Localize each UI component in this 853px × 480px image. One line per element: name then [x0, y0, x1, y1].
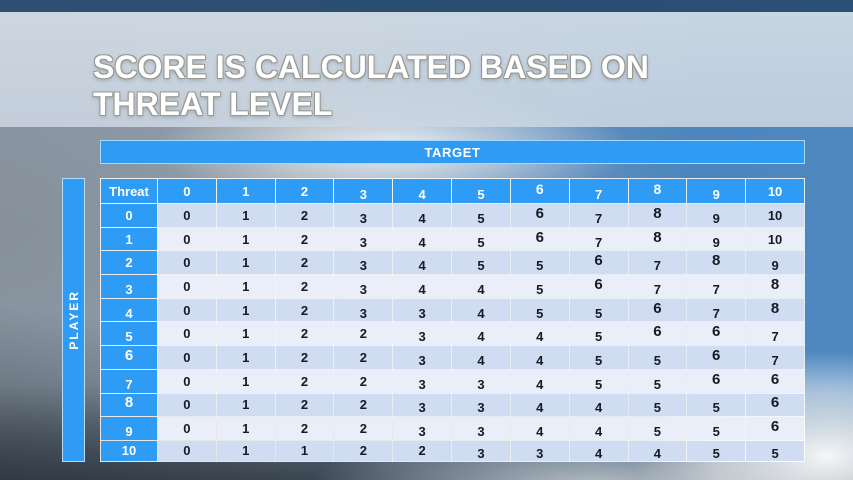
table-row: [101, 440, 805, 461]
score-cell: 7: [628, 251, 687, 275]
table-row: [101, 204, 805, 228]
score-cell: 6: [687, 369, 746, 393]
score-cell: 7: [628, 275, 687, 299]
score-cell: 4: [393, 204, 452, 228]
score-cell: 4: [510, 346, 569, 370]
score-cell: 2: [275, 417, 334, 441]
score-cell: 5: [687, 417, 746, 441]
threat-row-label: 7: [101, 369, 158, 393]
threat-row-label: 1: [101, 227, 158, 251]
score-cell: 3: [393, 322, 452, 346]
target-column-header: 5: [452, 179, 511, 204]
score-cell: 1: [216, 298, 275, 322]
score-cell: 3: [393, 393, 452, 417]
score-cell: 3: [452, 440, 511, 461]
score-cell: 4: [569, 393, 628, 417]
threat-corner-header: Threat: [101, 179, 158, 204]
score-cell: 5: [569, 369, 628, 393]
score-cell: 3: [393, 298, 452, 322]
table-row: [101, 298, 805, 322]
table-row: [101, 369, 805, 393]
player-axis-label: PLAYER: [66, 290, 81, 350]
target-axis-bar: [100, 140, 805, 164]
score-cell: 1: [216, 251, 275, 275]
score-cell: 5: [628, 346, 687, 370]
threat-row-label: 8: [101, 393, 158, 417]
score-cell: 4: [452, 346, 511, 370]
score-cell: 0: [158, 440, 217, 461]
page-title: [93, 49, 793, 123]
score-cell: 6: [687, 346, 746, 370]
score-cell: 5: [687, 440, 746, 461]
score-cell: 1: [275, 440, 334, 461]
score-cell: 10: [746, 227, 805, 251]
score-cell: 5: [452, 204, 511, 228]
score-cell: 1: [216, 417, 275, 441]
score-cell: 6: [569, 251, 628, 275]
threat-row-label: 2: [101, 251, 158, 275]
score-cell: 5: [628, 393, 687, 417]
score-cell: 6: [628, 298, 687, 322]
score-cell: 5: [569, 346, 628, 370]
score-cell: 6: [510, 204, 569, 228]
score-cell: 4: [452, 275, 511, 299]
score-cell: 2: [334, 322, 393, 346]
score-cell: 2: [334, 369, 393, 393]
score-cell: 2: [275, 346, 334, 370]
score-cell: 6: [746, 417, 805, 441]
score-cell: 6: [687, 322, 746, 346]
score-cell: 0: [158, 204, 217, 228]
score-cell: 2: [393, 440, 452, 461]
score-cell: 2: [275, 369, 334, 393]
score-cell: 5: [510, 251, 569, 275]
threat-row-label: 9: [101, 417, 158, 441]
score-cell: 0: [158, 393, 217, 417]
score-cell: 5: [628, 369, 687, 393]
score-cell: 5: [510, 275, 569, 299]
score-cell: 4: [510, 369, 569, 393]
score-cell: 3: [334, 251, 393, 275]
score-cell: 4: [452, 298, 511, 322]
table-row: [101, 346, 805, 370]
score-cell: 8: [628, 204, 687, 228]
page-title-line2: THREAT LEVEL: [93, 86, 333, 123]
threat-row-label: 6: [101, 346, 158, 370]
score-cell: 4: [510, 417, 569, 441]
score-cell: 3: [452, 369, 511, 393]
score-cell: 4: [569, 440, 628, 461]
score-cell: 4: [510, 393, 569, 417]
score-cell: 2: [275, 298, 334, 322]
threat-row-label: 0: [101, 204, 158, 228]
target-column-header: 0: [158, 179, 217, 204]
score-cell: 0: [158, 298, 217, 322]
score-cell: 2: [334, 440, 393, 461]
score-cell: 3: [334, 227, 393, 251]
score-cell: 4: [569, 417, 628, 441]
score-cell: 8: [746, 275, 805, 299]
score-cell: 3: [510, 440, 569, 461]
threat-row-label: 5: [101, 322, 158, 346]
score-cell: 3: [334, 298, 393, 322]
score-cell: 1: [216, 346, 275, 370]
target-column-header: 2: [275, 179, 334, 204]
score-cell: 1: [216, 322, 275, 346]
score-cell: 1: [216, 440, 275, 461]
score-cell: 2: [334, 393, 393, 417]
score-cell: 8: [746, 298, 805, 322]
table-row: [101, 322, 805, 346]
table-header-row: [101, 179, 805, 204]
score-cell: 6: [746, 369, 805, 393]
table-row: [101, 251, 805, 275]
score-cell: 6: [510, 227, 569, 251]
score-cell: 9: [746, 251, 805, 275]
score-cell: 0: [158, 322, 217, 346]
score-cell: 5: [628, 417, 687, 441]
table-body: [101, 204, 805, 462]
table-row: [101, 275, 805, 299]
score-cell: 5: [452, 251, 511, 275]
score-cell: 0: [158, 346, 217, 370]
score-cell: 1: [216, 275, 275, 299]
score-cell: 4: [452, 322, 511, 346]
score-cell: 0: [158, 227, 217, 251]
target-column-header: 3: [334, 179, 393, 204]
threat-row-label: 10: [101, 440, 158, 461]
score-cell: 3: [393, 369, 452, 393]
target-axis-label: TARGET: [424, 144, 481, 160]
score-cell: 0: [158, 251, 217, 275]
score-cell: 9: [687, 204, 746, 228]
score-cell: 7: [746, 346, 805, 370]
score-cell: 4: [393, 275, 452, 299]
target-column-header: 1: [216, 179, 275, 204]
score-cell: 5: [510, 298, 569, 322]
score-cell: 7: [569, 227, 628, 251]
table-row: [101, 393, 805, 417]
score-cell: 6: [628, 322, 687, 346]
score-cell: 7: [687, 298, 746, 322]
score-cell: 2: [275, 251, 334, 275]
target-column-header: 10: [746, 179, 805, 204]
score-table: [100, 178, 805, 462]
target-column-header: 9: [687, 179, 746, 204]
score-cell: 3: [393, 417, 452, 441]
score-cell: 3: [334, 204, 393, 228]
score-cell: 1: [216, 393, 275, 417]
score-cell: 2: [275, 393, 334, 417]
score-cell: 2: [275, 322, 334, 346]
score-cell: 3: [452, 417, 511, 441]
score-cell: 5: [569, 322, 628, 346]
score-cell: 5: [452, 227, 511, 251]
score-cell: 6: [746, 393, 805, 417]
score-cell: 2: [334, 346, 393, 370]
score-cell: 5: [687, 393, 746, 417]
target-column-header: 4: [393, 179, 452, 204]
page-title-line1: SCORE IS CALCULATED BASED ON: [93, 49, 649, 86]
score-cell: 0: [158, 369, 217, 393]
table-row: [101, 417, 805, 441]
score-cell: 7: [746, 322, 805, 346]
score-cell: 8: [687, 251, 746, 275]
score-cell: 2: [275, 227, 334, 251]
score-cell: 3: [452, 393, 511, 417]
score-cell: 0: [158, 417, 217, 441]
score-cell: 4: [393, 251, 452, 275]
score-cell: 1: [216, 227, 275, 251]
score-cell: 2: [275, 275, 334, 299]
player-axis-bar: [62, 178, 85, 462]
score-cell: 10: [746, 204, 805, 228]
sky-top-strip: [0, 0, 853, 12]
threat-row-label: 3: [101, 275, 158, 299]
score-cell: 2: [334, 417, 393, 441]
score-cell: 1: [216, 204, 275, 228]
score-cell: 4: [628, 440, 687, 461]
target-column-header: 8: [628, 179, 687, 204]
score-cell: 7: [687, 275, 746, 299]
table-row: [101, 227, 805, 251]
target-column-header: 6: [510, 179, 569, 204]
score-cell: 0: [158, 275, 217, 299]
score-cell: 1: [216, 369, 275, 393]
score-cell: 3: [334, 275, 393, 299]
score-cell: 3: [393, 346, 452, 370]
target-column-header: 7: [569, 179, 628, 204]
score-cell: 2: [275, 204, 334, 228]
score-cell: 7: [569, 204, 628, 228]
score-cell: 4: [393, 227, 452, 251]
threat-row-label: 4: [101, 298, 158, 322]
score-cell: 8: [628, 227, 687, 251]
score-cell: 6: [569, 275, 628, 299]
score-cell: 4: [510, 322, 569, 346]
score-cell: 5: [746, 440, 805, 461]
score-cell: 9: [687, 227, 746, 251]
score-cell: 5: [569, 298, 628, 322]
